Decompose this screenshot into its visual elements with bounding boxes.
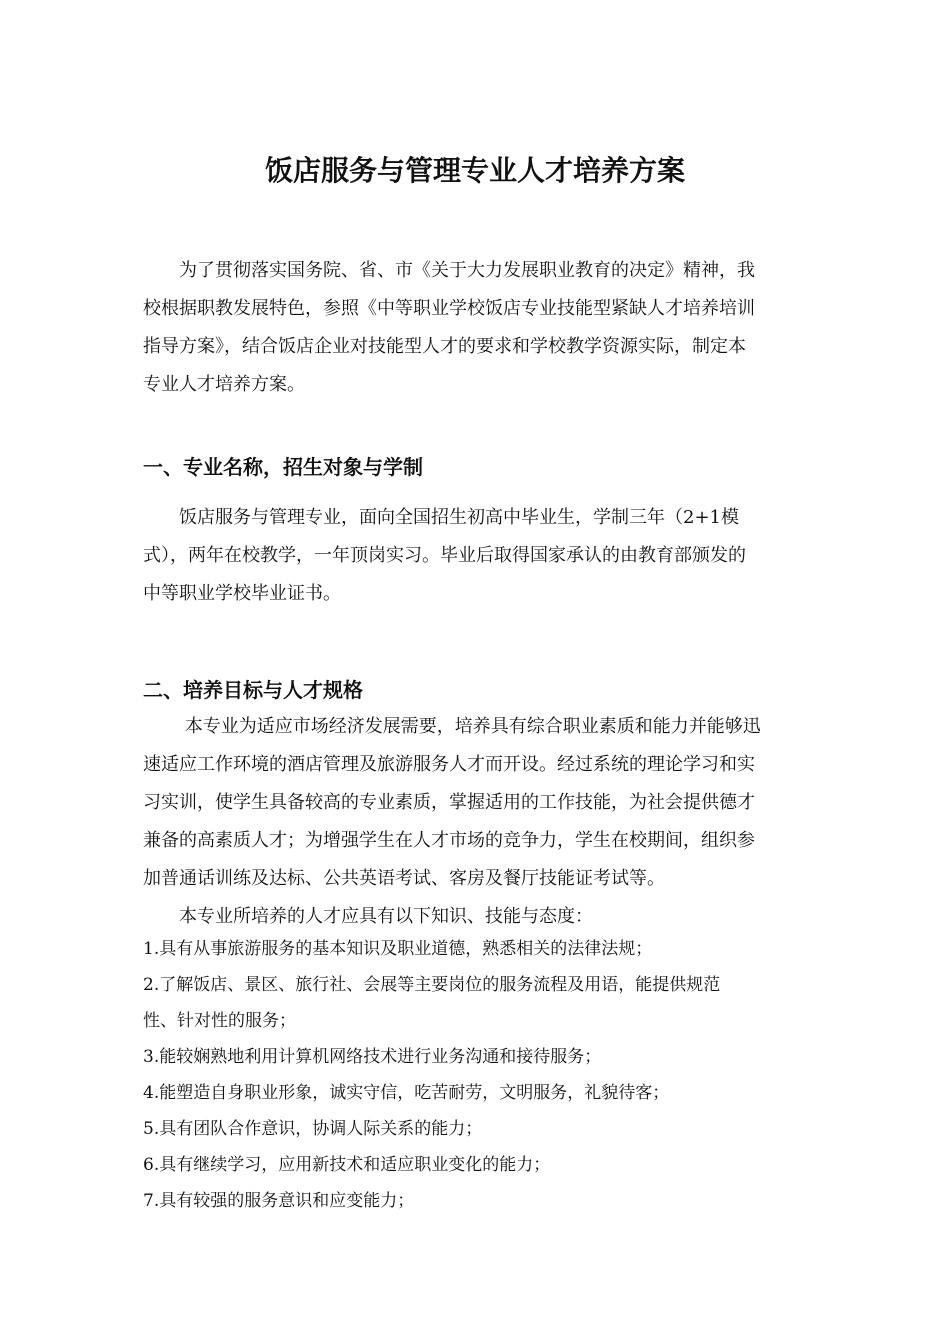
list-item: 7.具有较强的服务意识和应变能力； <box>143 1191 415 1211</box>
list-item: 2.了解饭店、景区、旅行社、会展等主要岗位的服务流程及用语，能提供规范 <box>143 975 721 995</box>
list-item: 3.能较娴熟地利用计算机网络技术进行业务沟通和接待服务； <box>143 1047 602 1067</box>
section1-line: 式），两年在校教学，一年顶岗实习。毕业后取得国家承认的由教育部颁发的 <box>143 545 746 566</box>
intro-line: 指导方案》，结合饭店企业对技能型人才的要求和学校教学资源实际，制定本 <box>143 336 746 357</box>
section2-heading: 二、培养目标与人才规格 <box>143 678 363 702</box>
section1-line: 饭店服务与管理专业，面向全国招生初高中毕业生，学制三年（2+1模 <box>143 507 739 528</box>
intro-line: 为了贯彻落实国务院、省、市《关于大力发展职业教育的决定》精神，我 <box>143 260 755 281</box>
section1-line: 中等职业学校毕业证书。 <box>143 583 341 604</box>
list-item: 5.具有团队合作意识，协调人际关系的能力； <box>143 1119 483 1139</box>
list-item: 1.具有从事旅游服务的基本知识及职业道德，熟悉相关的法律法规； <box>143 939 653 959</box>
list-item: 性、针对性的服务； <box>143 1011 296 1031</box>
section2-line: 习实训，使学生具备较高的专业素质，掌握适用的工作技能，为社会提供德才 <box>143 792 755 813</box>
intro-line: 专业人才培养方案。 <box>143 374 305 395</box>
section2-line: 本专业所培养的人才应具有以下知识、技能与态度： <box>143 906 593 927</box>
intro-line: 校根据职教发展特色，参照《中等职业学校饭店专业技能型紧缺人才培养培训 <box>143 298 755 319</box>
document-title: 饭店服务与管理专业人才培养方案 <box>264 153 685 187</box>
requirements-list <box>143 931 813 1219</box>
section2-line: 本专业为适应市场经济发展需要，培养具有综合职业素质和能力并能够迅 <box>143 716 761 737</box>
section2-paragraph <box>143 708 809 936</box>
section1-heading: 一、专业名称，招生对象与学制 <box>143 455 423 479</box>
section2-line: 速适应工作环境的酒店管理及旅游服务人才而开设。经过系统的理论学习和实 <box>143 754 755 775</box>
section2-line: 兼备的高素质人才；为增强学生在人才市场的竞争力，学生在校期间，组织参 <box>143 830 755 851</box>
list-item: 6.具有继续学习，应用新技术和适应职业变化的能力； <box>143 1155 551 1175</box>
section2-line: 加普通话训练及达标、公共英语考试、客房及餐厅技能证考试等。 <box>143 868 665 889</box>
section1-paragraph <box>143 499 809 613</box>
list-item: 4.能塑造自身职业形象，诚实守信，吃苦耐劳，文明服务，礼貌待客； <box>143 1083 670 1103</box>
intro-paragraph <box>143 252 809 404</box>
